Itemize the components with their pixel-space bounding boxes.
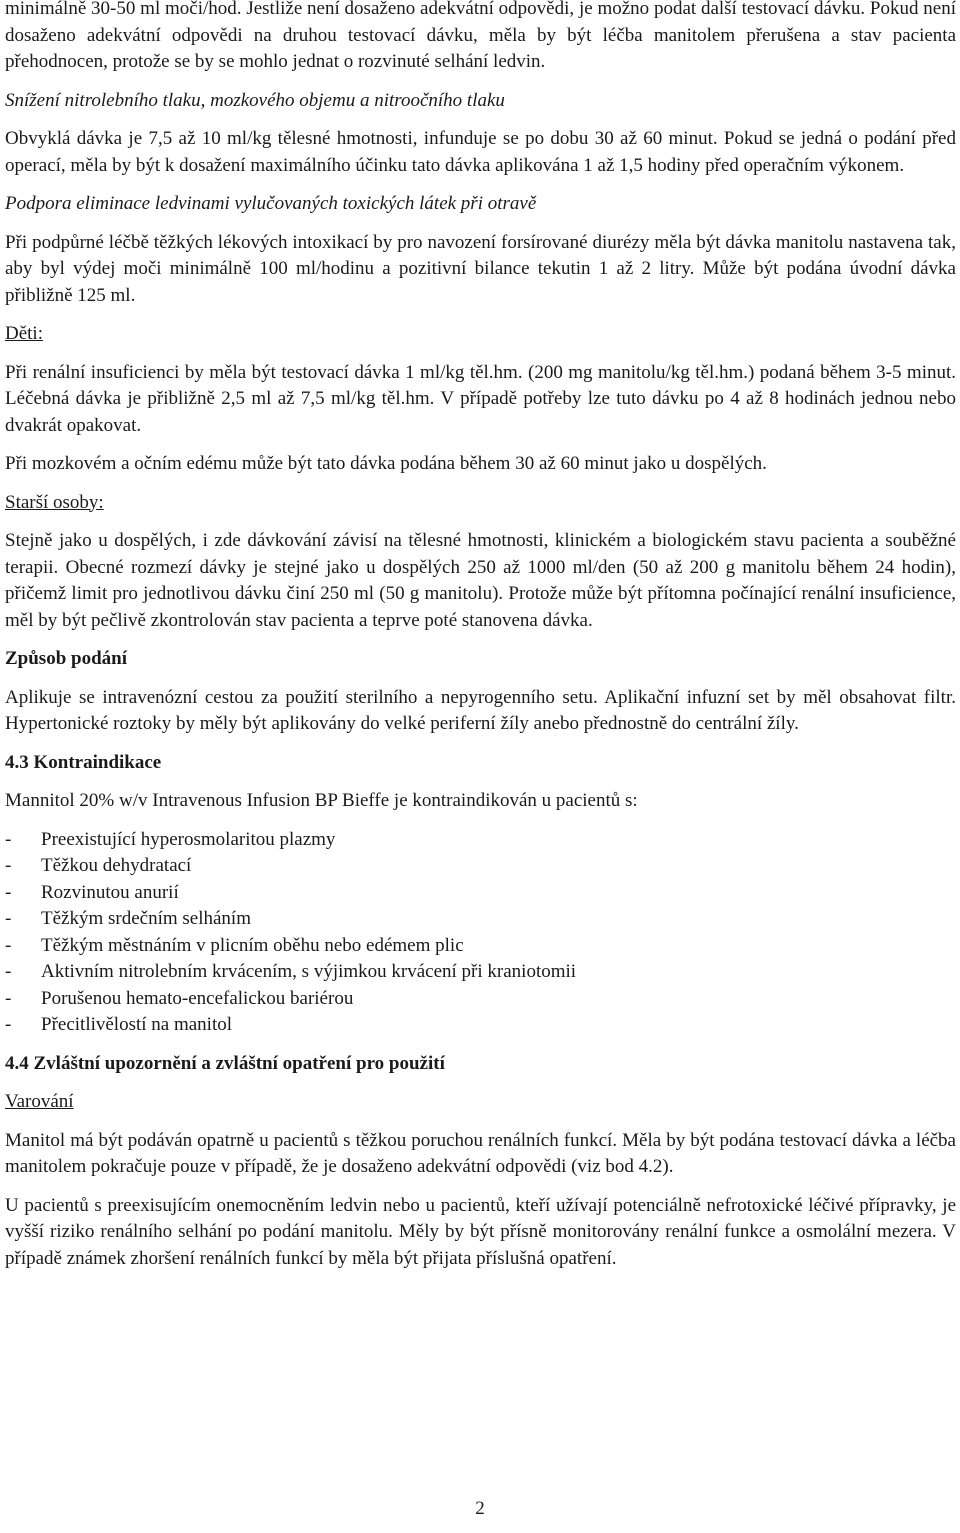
- list-item: [5, 933, 956, 960]
- contraindications-heading: 4.3 Kontraindikace: [5, 751, 162, 773]
- list-dash: -: [5, 908, 12, 929]
- elimination-heading: Podpora eliminace ledvinami vylučovaných toxických látek při otravě: [5, 193, 537, 214]
- list-item-text: Porušenou hemato-encefalickou bariérou: [41, 987, 354, 1009]
- intracranial-heading: Snížení nitrolebního tlaku, mozkového objemu a nitroočního tlaku: [5, 89, 505, 111]
- intracranial-paragraph: Obvyklá dávka je 7,5 až 10 ml/kg tělesné hmotnosti, infunduje se po dobu 30 až 60 minut. Pokud se jedná o podání před operací, měla by být k dosažení maximálního účinku tato dávka aplikována 1 až 1,5 hodiny před operačním výkonem.: [5, 128, 956, 176]
- document-page: [5, 0, 956, 1284]
- list-item-text: Aktivním nitrolebním krvácením, s výjimkou krvácení při kraniotomii: [41, 961, 577, 982]
- list-item-text: Těžkým srdečním selháním: [41, 908, 251, 929]
- list-dash: -: [5, 934, 12, 956]
- list-dash: -: [5, 987, 12, 1009]
- intro-paragraph: minimálně 30-50 ml moči/hod. Jestliže není dosaženo adekvátní odpovědi, je možno podat další testovací dávku. Pokud není dosaženo adekvátní odpovědi na druhou testovací dávku, měla by být léčba manitolem přerušena a stav pacienta přehodnocen, protože se by se mohlo jednat o rozvinuté selhání ledvin.: [5, 0, 956, 72]
- list-item: [5, 853, 956, 880]
- list-item-text: Přecitlivělostí na manitol: [41, 1014, 233, 1035]
- administration-heading: Způsob podání: [5, 648, 127, 669]
- elderly-paragraph: Stejně jako u dospělých, i zde dávkování závisí na tělesné hmotnosti, klinickém a biologickém stavu pacienta a souběžné terapii. Obecné rozmezí dávky je stejné jako u dospělých 250 až 1000 ml/den (50 až 200 g manitolu během 24 hodin), přičemž limit pro jednotlivou dávku činí 250 ml (50 g manitolu). Protože může být přítomna počínající renální insuficience, měl by být pečlivě zkontrolován stav pacienta a teprve poté stanovena dávka.: [5, 530, 956, 631]
- contraindications-list: [5, 827, 956, 1039]
- list-dash: -: [5, 828, 12, 850]
- children-heading: Děti:: [5, 323, 43, 344]
- administration-paragraph: Aplikuje se intravenózní cestou za použití sterilního a nepyrogenního setu. Aplikační infuzní set by měl obsahovat filtr. Hypertonické roztoky by měly být aplikovány do velké periferní žíly anebo přednostně do centrální žíly.: [5, 686, 956, 734]
- list-item-text: Rozvinutou anurií: [41, 881, 179, 903]
- page-number: 2: [475, 1498, 485, 1519]
- list-item: [5, 906, 956, 933]
- warnings-paragraph-1: Manitol má být podáván opatrně u pacientů s těžkou poruchou renálních funkcí. Měla by být podána testovací dávka a léčba manitolem pokračuje pouze v případě, že je dosaženo adekvátní odpovědi (viz bod 4.2).: [5, 1129, 956, 1177]
- list-item: [5, 827, 956, 854]
- elimination-paragraph: Při podpůrné léčbě těžkých lékových intoxikací by pro navození forsírované diurézy měla být dávka manitolu nastavena tak, aby byl výdej moči minimálně 100 ml/hodinu a pozitivní bilance tekutin 1 až 2 litry. Může být podána úvodní dávka přibližně 125 ml.: [5, 231, 956, 306]
- elderly-heading: Starší osoby:: [5, 491, 104, 513]
- contraindications-intro: Mannitol 20% w/v Intravenous Infusion BP Bieffe je kontraindikován u pacientů s:: [5, 790, 638, 811]
- list-item: [5, 1012, 956, 1039]
- list-item-text: Těžkým městnáním v plicním oběhu nebo edémem plic: [41, 934, 464, 956]
- list-item: [5, 959, 956, 986]
- list-item: [5, 986, 956, 1013]
- children-paragraph-1: Při renální insuficienci by měla být testovací dávka 1 ml/kg těl.hm. (200 mg manitolu/kg těl.hm.) podaná během 3-5 minut. Léčebná dávka je přibližně 2,5 ml až 7,5 ml/kg těl.hm. V případě potřeby lze tuto dávku po 4 až 8 hodinách jednou nebo dvakrát opakovat.: [5, 361, 956, 436]
- list-item: [5, 880, 956, 907]
- warnings-section-heading: 4.4 Zvláštní upozornění a zvláštní opatření pro použití: [5, 1052, 445, 1074]
- children-paragraph-2: Při mozkovém a očním edému může být tato dávka podána během 30 až 60 minut jako u dospělých.: [5, 453, 767, 474]
- list-item-text: Preexistující hyperosmolaritou plazmy: [41, 828, 336, 850]
- list-dash: -: [5, 881, 12, 903]
- list-item-text: Těžkou dehydratací: [41, 855, 192, 876]
- list-dash: -: [5, 961, 12, 982]
- list-dash: -: [5, 855, 12, 876]
- list-dash: -: [5, 1014, 12, 1035]
- warnings-paragraph-2: U pacientů s preexisujícím onemocněním ledvin nebo u pacientů, kteří užívají potenciálně nefrotoxické léčivé přípravky, je vyšší riziko renálního selhání po podání manitolu. Měly by být přísně monitorovány renální funkce a osmolální mezera. V případě známek zhoršení renálních funkcí by měla být přijata příslušná opatření.: [5, 1194, 956, 1269]
- warnings-heading: Varování: [5, 1091, 74, 1112]
